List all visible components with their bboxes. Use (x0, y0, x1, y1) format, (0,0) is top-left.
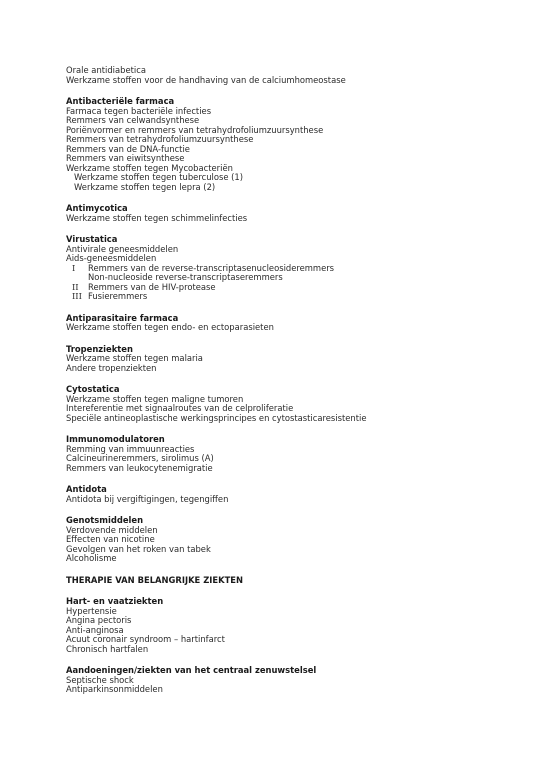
section-heading: Cytostatica (66, 384, 120, 394)
toc-entry: Speciële antineoplastische werkingsprincipes en cytostasticaresistentie (66, 412, 367, 423)
toc-entry: Remmers van de DNA-functie (66, 143, 190, 154)
toc-entry: Orale antidiabetica (66, 65, 146, 75)
toc-entry: Verdovende middelen (66, 524, 158, 535)
section-heading: Antiparasitaire farmaca (66, 312, 179, 323)
toc-entry: Gevolgen van het roken van tabek (66, 543, 211, 554)
part-heading: THERAPIE VAN BELANGRIJKE ZIEKTEN (66, 574, 244, 585)
toc-entry: Calcineurineremmers, sirolimus (A) (66, 453, 214, 463)
section-heading: Immunomodulatoren (66, 434, 165, 444)
toc-entry: Werkzame stoffen tegen schimmelinfecties (66, 212, 248, 223)
section-heading: Aandoeningen/ziekten van het centraal zenuwstelsel (66, 665, 317, 675)
toc-entry: Anti-anginosa (66, 624, 124, 635)
toc-entry-text: Non-nucleoside reverse-transcriptaseremmers (88, 272, 283, 282)
toc-entry: Hypertensie (66, 605, 117, 616)
toc-entry-text: Remmers van de HIV-protease (88, 281, 216, 292)
toc-entry: Werkzame stoffen tegen maligne tumoren (66, 393, 244, 404)
toc-subentry: Werkzame stoffen tegen tuberculose (1) (74, 172, 243, 182)
section-heading: Virustatica (66, 234, 118, 244)
toc-entry: Antidota bij vergiftigingen, tegengiffen (66, 493, 229, 504)
toc-entry: Poriënvormer en remmers van tetrahydrofoliumzuursynthese (66, 124, 324, 135)
toc-entry: Intereferentie met signaalroutes van de celproliferatie (66, 403, 294, 413)
toc-subentry: Werkzame stoffen tegen lepra (2) (74, 181, 216, 192)
toc-entry: Werkzame stoffen voor de handhaving van de calciumhomeostase (66, 74, 346, 85)
toc-entry: Werkzame stoffen tegen Mycobacteriën (66, 162, 233, 173)
toc-entry: Remmers van leukocytenemigratie (66, 462, 213, 473)
toc-entry-text: Remmers van de reverse-transcriptasenucleosideremmers (88, 262, 335, 273)
section-heading: Antidota (66, 484, 107, 494)
toc-entry-text: Fusieremmers (88, 291, 148, 301)
section-heading: Antibacteriële farmaca (66, 96, 175, 106)
toc-entry: Andere tropenziekten (66, 362, 157, 373)
roman-numeral: III (72, 291, 82, 301)
toc-entry: Antivirale geneesmiddelen (66, 243, 179, 254)
toc-entry: Werkzame stoffen tegen endo- en ectoparasieten (66, 322, 274, 332)
table-of-contents (66, 66, 526, 695)
toc-entry: Remmers van tetrahydrofoliumzuursynthese (66, 134, 254, 144)
toc-roman-entry (66, 292, 526, 302)
roman-numeral: II (72, 281, 79, 292)
roman-numeral: I (72, 262, 76, 273)
toc-entry: Aids-geneesmiddelen (66, 253, 157, 263)
toc-entry: Effecten van nicotine (66, 534, 155, 544)
section-heading: Hart- en vaatziekten (66, 596, 164, 606)
toc-entry: Angina pectoris (66, 615, 132, 625)
toc-entry: Farmaca tegen bacteriële infecties (66, 105, 212, 116)
toc-entry: Werkzame stoffen tegen malaria (66, 353, 203, 363)
toc-entry: Acuut coronair syndroom – hartinfarct (66, 634, 225, 644)
toc-entry: Remming van immuunreacties (66, 443, 195, 454)
toc-entry: Septische shock (66, 674, 134, 685)
toc-entry: Antiparkinsonmiddelen (66, 684, 163, 694)
section-heading: Tropenziekten (66, 343, 133, 354)
toc-entry: Remmers van eiwitsynthese (66, 153, 185, 163)
toc-entry: Chronisch hartfalen (66, 643, 149, 654)
toc-entry: Alcoholisme (66, 553, 117, 563)
section-heading: Antimycotica (66, 203, 128, 213)
toc-entry: Remmers van celwandsynthese (66, 115, 200, 125)
section-heading: Genotsmiddelen (66, 515, 144, 525)
